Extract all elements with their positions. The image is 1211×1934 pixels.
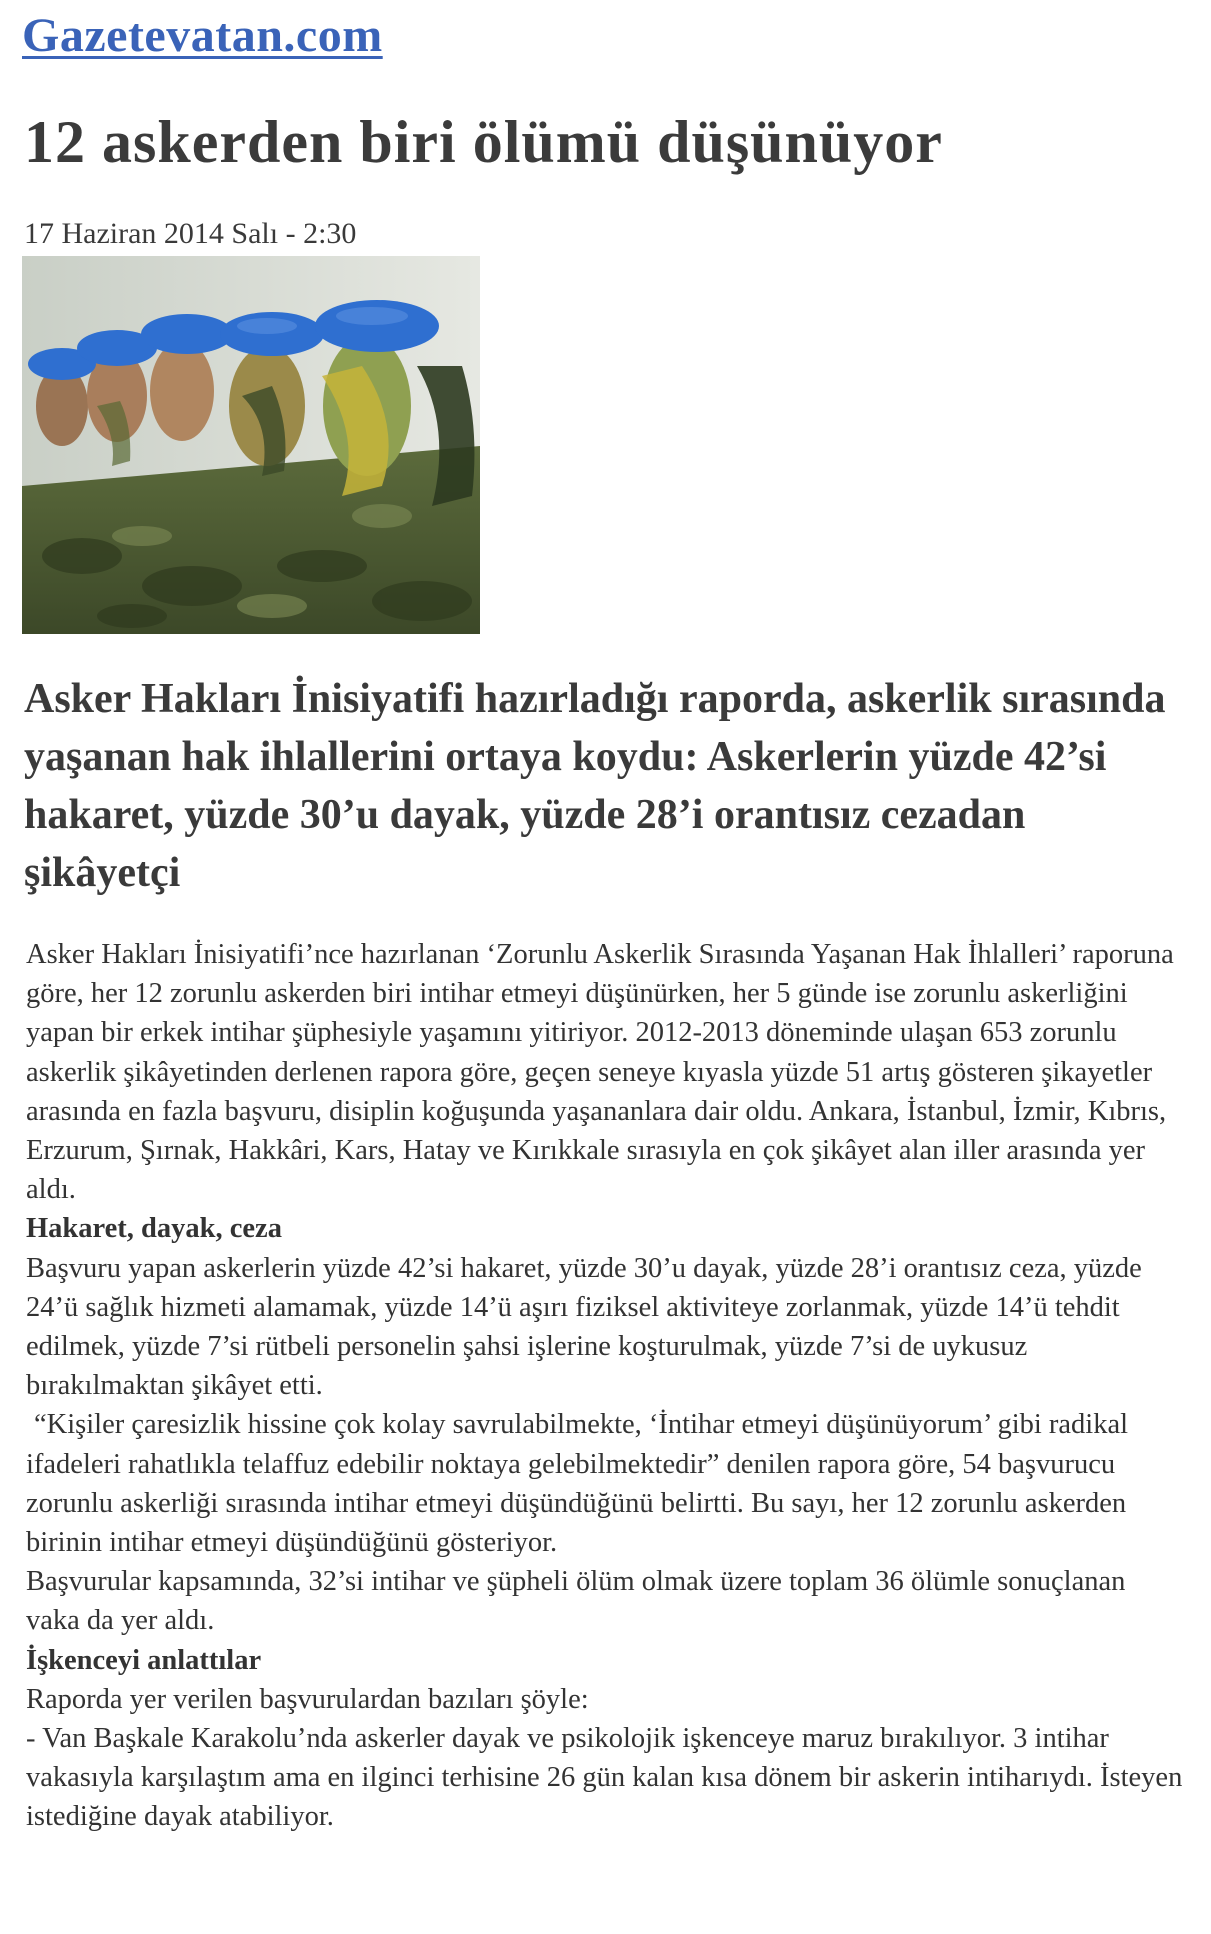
paragraph-intro: Asker Hakları İnisiyatifi’nce hazırlanan ‘Zorunlu Askerlik Sırasında Yaşanan Hak İhlalleri’ raporuna göre, her 12 zorunlu askerden biri intihar etmeyi düşünürken, her 5 günde ise zorunlu askerliğini yapan bir erkek intihar şüphesiyle yaşamını yitiriyor. 2012-2013 döneminde ulaşan 653 zorunlu askerlik şikâyetinden derlenen rapora göre, geçen seneye kıyasla yüzde 51 artış gösteren şikayetler arasında en fazla başvuru, disiplin koğuşunda yaşananlara dair oldu. Ankara, İstanbul, İzmir, Kıbrıs, Erzurum, Şırnak, Hakkâri, Kars, Hatay ve Kırıkkale sırasıyla en çok şikâyet alan iller arasında yer aldı. (26, 939, 1174, 1206)
paragraph-testimony: - Van Başkale Karakolu’nda askerler dayak ve psikolojik işkenceye maruz bırakılıyor. 3 intihar vakasıyla karşılaştım ama en ilginci terhisine 26 gün kalan kısa dönem bir askerin intiharıydı. İsteyen istediğine dayak atabiliyor. (26, 1723, 1183, 1833)
article-subtitle: Asker Hakları İnisiyatifi hazırladığı raporda, askerlik sırasında yaşanan hak ihlallerini ortaya koydu: Askerlerin yüzde 42’si hakaret, yüzde 30’u dayak, yüzde 28’i orantısız cezadan şikâyetçi (24, 676, 1166, 896)
article-body (26, 935, 1186, 1837)
article-title: 12 askerden biri ölümü düşünüyor (24, 109, 943, 175)
article-date: 17 Haziran 2014 Salı - 2:30 (24, 217, 357, 250)
paragraph-complaints: Başvuru yapan askerlerin yüzde 42’si hakaret, yüzde 30’u dayak, yüzde 28’i orantısız ceza, yüzde 24’ü sağlık hizmeti alamamak, yüzde 14’ü aşırı fiziksel aktiviteye zorlanmak, yüzde 14’ü tehdit edilmek, yüzde 7’si rütbeli personelin şahsi işlerine koşturulmak, yüzde 7’si de uykusuz bırakılmaktan şikâyet etti. (26, 1252, 1142, 1402)
paragraph-applications: Raporda yer verilen başvurulardan bazıları şöyle: (26, 1683, 589, 1715)
paragraph-deaths: Başvurular kapsamında, 32’si intihar ve şüpheli ölüm olmak üzere toplam 36 ölümle sonuçlanan vaka da yer aldı. (26, 1566, 1126, 1637)
paragraph-quote: “Kişiler çaresizlik hissine çok kolay savrulabilmekte, ‘İntihar etmeyi düşünüyorum’ gibi radikal ifadeleri rahatlıkla telaffuz edebilir noktaya gelebilmektedir” denilen rapora göre, 54 başvurucu zorunlu askerliği sırasında intihar etmeyi düşündüğünü belirtti. Bu sayı, her 12 zorunlu askerden birinin intihar etmeyi düşündüğünü gösteriyor. (26, 1409, 1129, 1559)
section-heading-hakaret: Hakaret, dayak, ceza (26, 1213, 282, 1245)
site-logo-link[interactable]: Gazetevatan.com (22, 9, 383, 62)
section-heading-iskence: İşkenceyi anlattılar (26, 1644, 262, 1676)
article-photo (22, 256, 480, 634)
